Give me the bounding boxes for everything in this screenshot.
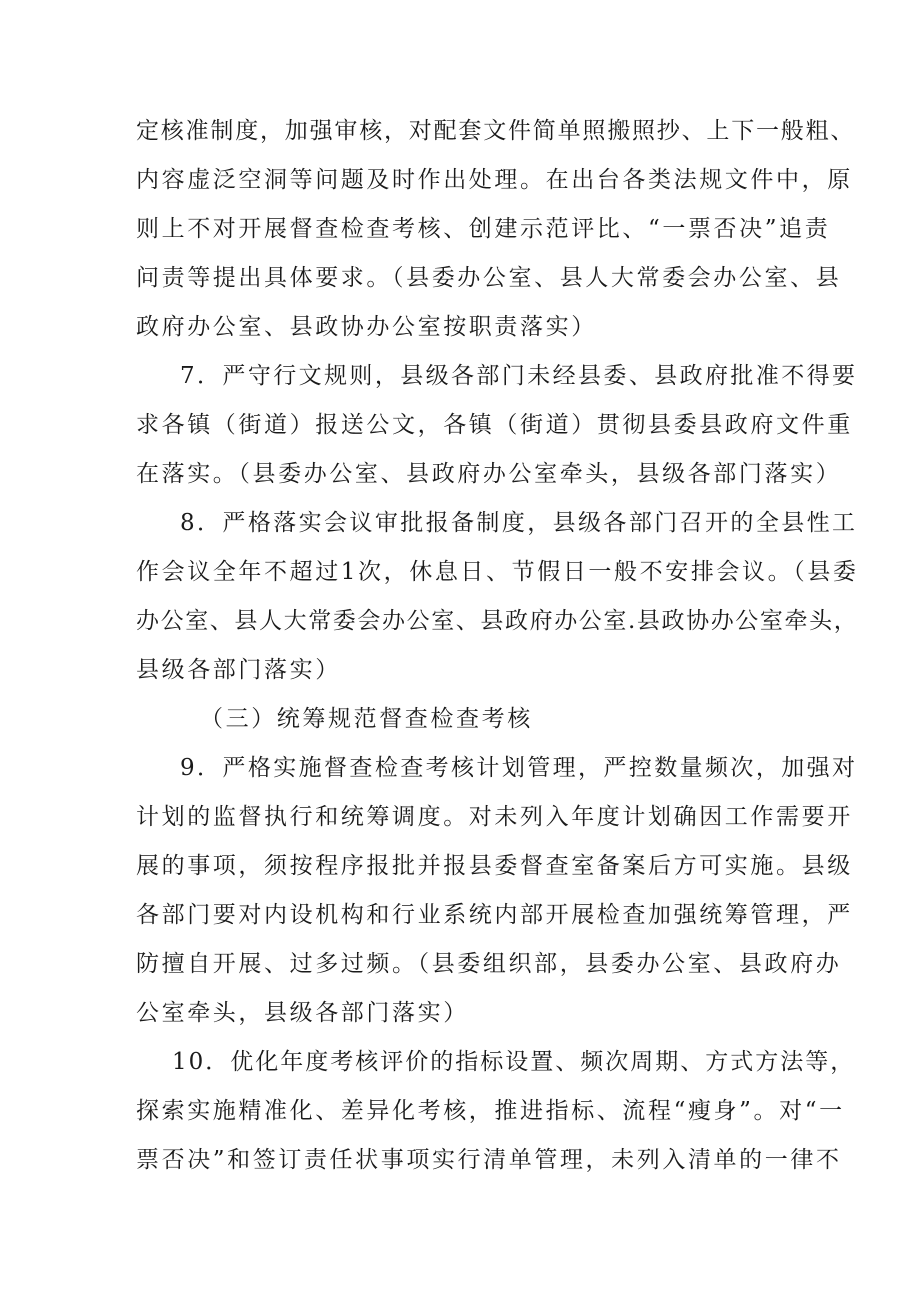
paragraph-line: 票否决”和签订责任状事项实行清单管理，未列入清单的一律不 — [136, 1147, 842, 1173]
paragraph-line: 政府办公室、县政协办公室按职责落实） — [136, 314, 597, 340]
paragraph-line: 问责等提出具体要求。（县委办公室、县人大常委会办公室、县 — [136, 265, 842, 291]
paragraph-line: 内容虚泛空洞等问题及时作出处理。在出台各类法规文件中，原 — [136, 167, 853, 193]
paragraph-line: 则上不对开展督查检查考核、创建示范评比、“一票否决”追责 — [136, 216, 831, 242]
section-heading: （三）统筹规范督查检查考核 — [200, 706, 533, 732]
paragraph-line: 求各镇（街道）报送公文，各镇（街道）贯彻县委县政府文件重 — [136, 412, 853, 438]
paragraph-line: 公室牵头，县级各部门落实） — [136, 1000, 469, 1026]
paragraph-line: 探索实施精准化、差异化考核，推进指标、流程“瘦身”。对“一 — [136, 1098, 845, 1124]
paragraph-line: 7．严守行文规则，县级各部门未经县委、县政府批准不得要 — [180, 363, 858, 389]
paragraph-line: 办公室、县人大常委会办公室、县政府办公室.县政协办公室牵头， — [136, 608, 859, 634]
paragraph-line: 10．优化年度考核评价的指标设置、频次周期、方式方法等， — [172, 1049, 856, 1075]
paragraph-line: 8．严格落实会议审批报备制度，县级各部门召开的全县性工 — [180, 510, 858, 536]
paragraph-line: 县级各部门落实） — [136, 657, 341, 683]
paragraph-line: 在落实。（县委办公室、县政府办公室牵头，县级各部门落实） — [136, 461, 842, 487]
paragraph-line: 防擅自开展、过多过频。（县委组织部，县委办公室、县政府办 — [136, 951, 842, 977]
paragraph-line: 作会议全年不超过1次，休息日、节假日一般不安排会议。（县委 — [136, 559, 859, 585]
paragraph-line: 定核准制度，加强审核，对配套文件简单照搬照抄、上下一般粗、 — [136, 118, 856, 144]
paragraph-line: 各部门要对内设机构和行业系统内部开展检查加强统筹管理，严 — [136, 902, 853, 928]
paragraph-line: 9．严格实施督查检查考核计划管理，严控数量频次，加强对 — [180, 755, 858, 781]
paragraph-line: 展的事项，须按程序报批并报县委督查室备案后方可实施。县级 — [136, 853, 853, 879]
paragraph-line: 计划的监督执行和统筹调度。对未列入年度计划确因工作需要开 — [136, 804, 853, 830]
